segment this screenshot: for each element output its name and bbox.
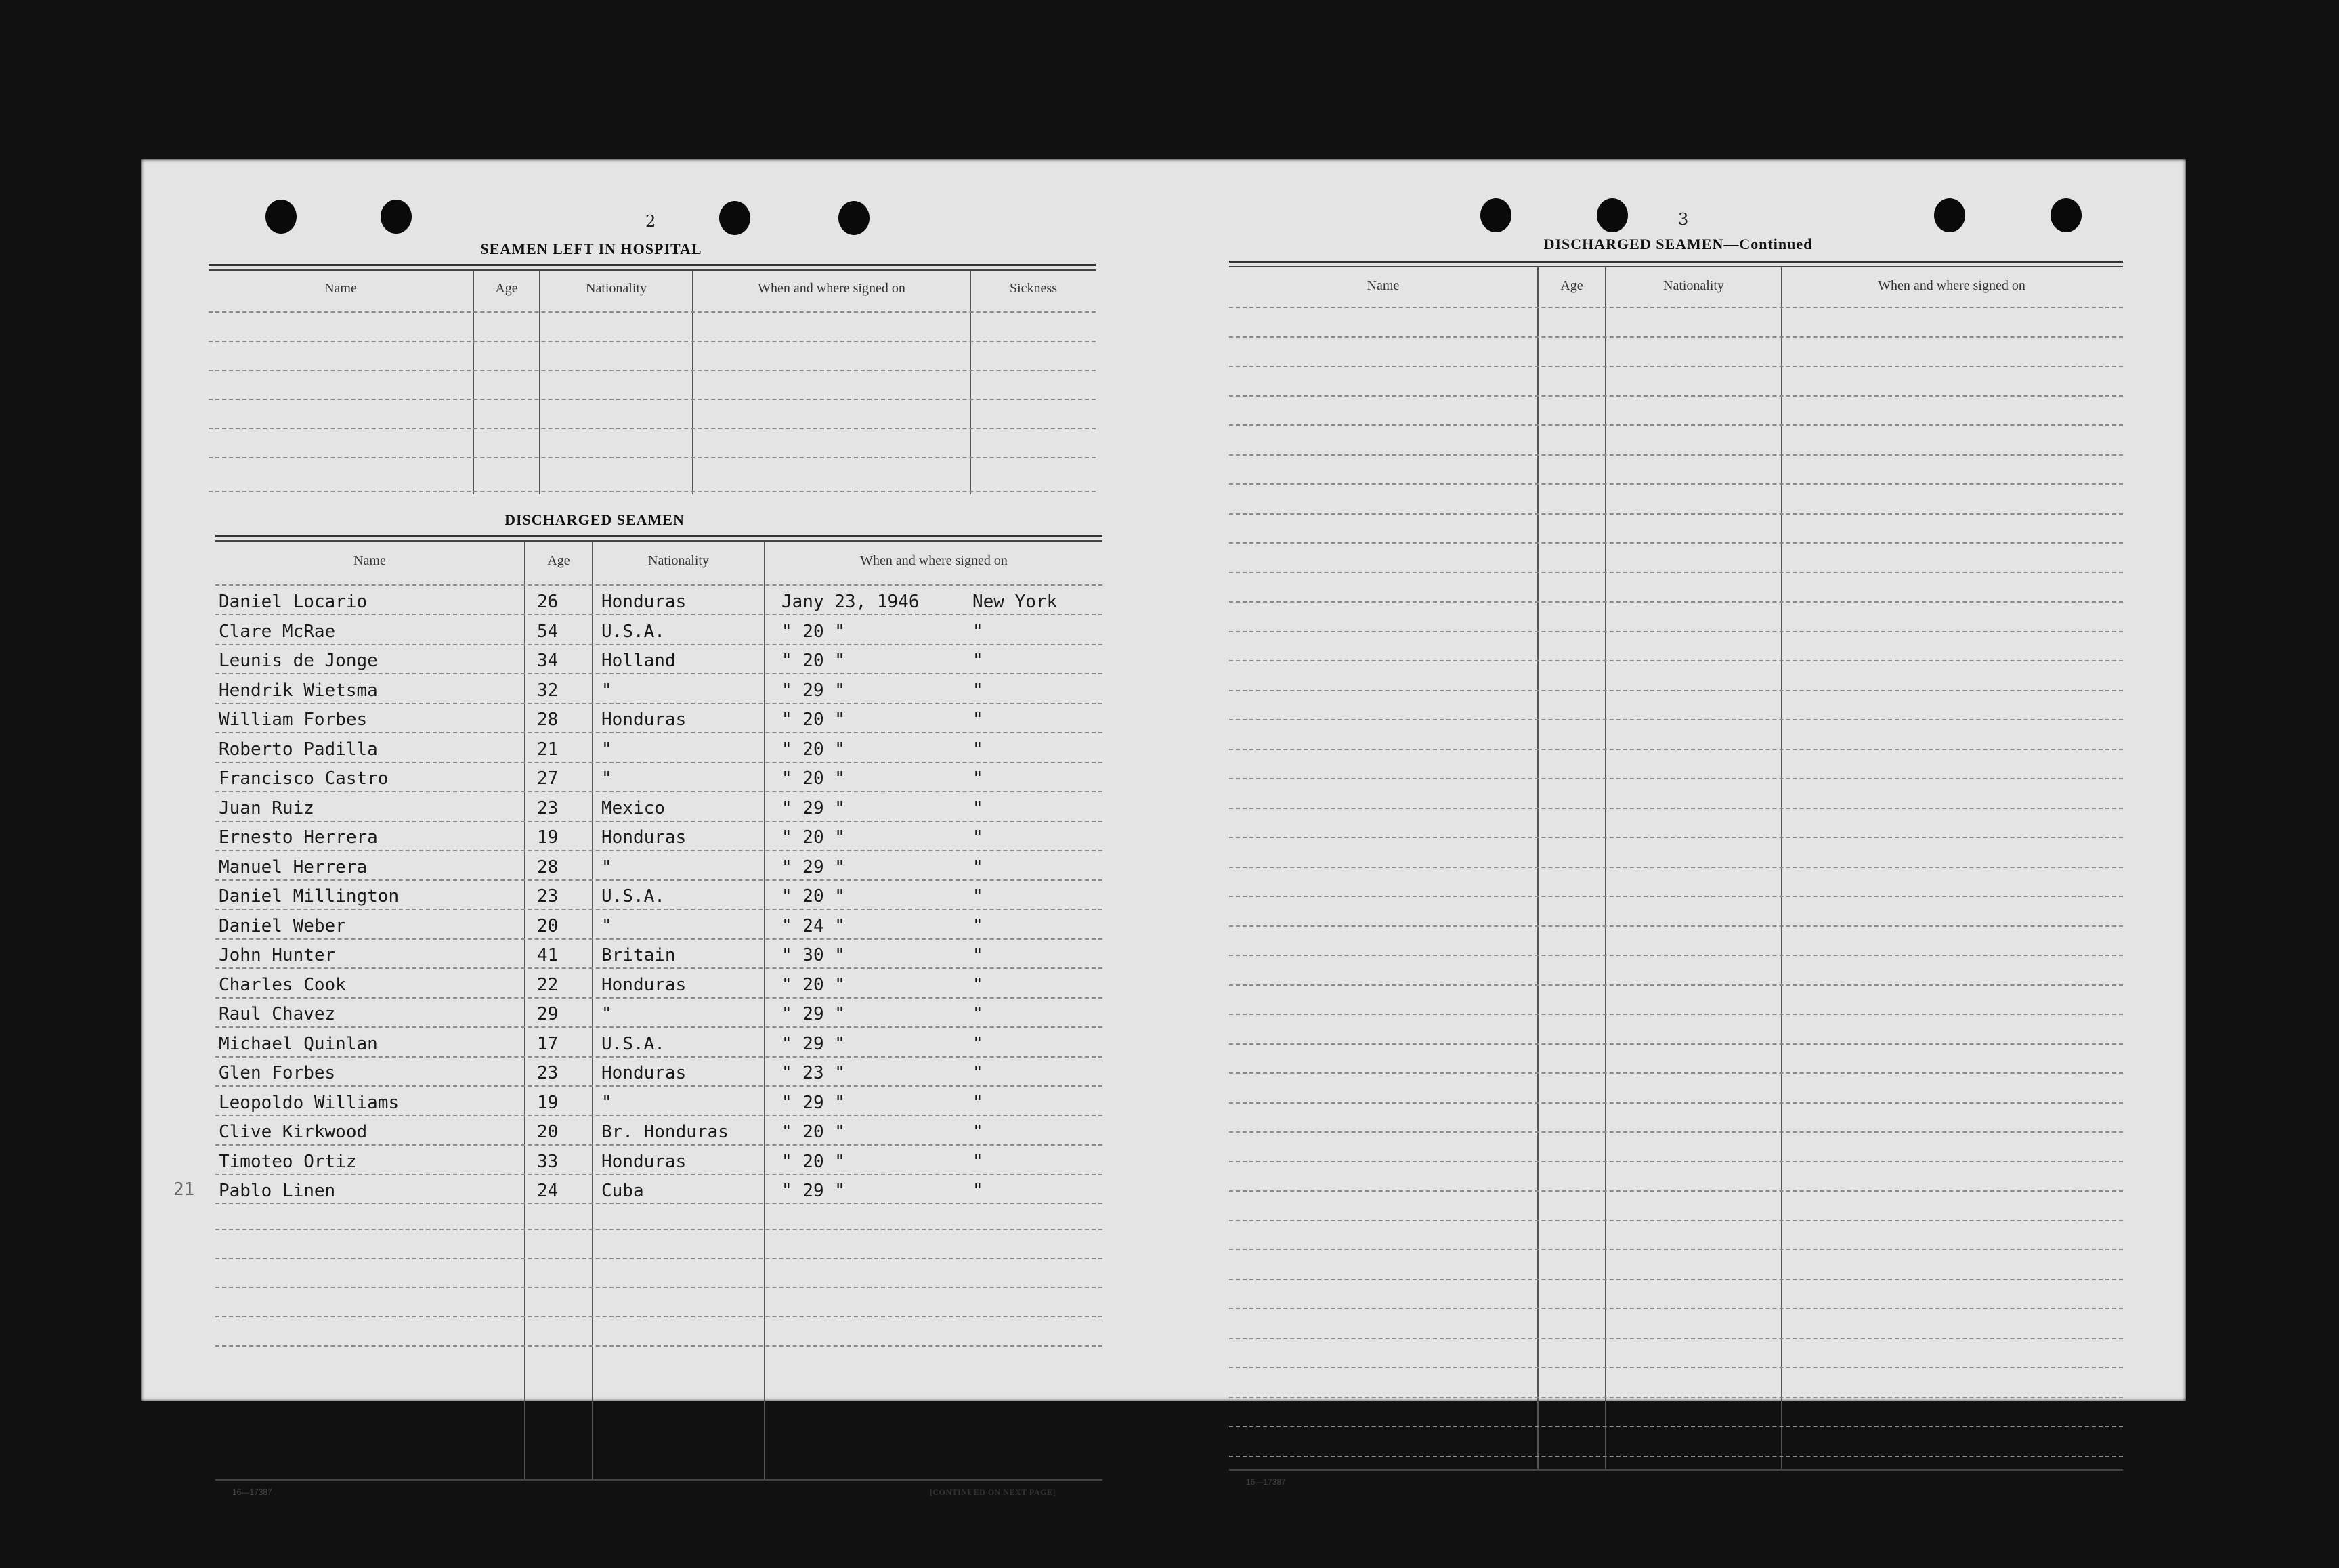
punch-hole [1480,198,1511,232]
row-line [209,341,1096,342]
discharged-col-signed-on: When and where signed on [860,553,1008,568]
row-line [1229,719,2123,720]
seaman-nationality: Honduras [601,1063,687,1083]
row-line [215,644,1102,645]
row-line [215,1056,1102,1058]
seaman-nationality: " [601,680,612,701]
punch-hole [2051,198,2082,232]
punch-hole [1597,198,1628,232]
seaman-name: Charles Cook [219,974,346,995]
seaman-age: 23 [537,798,559,819]
seaman-signed-date: " 20 " [781,1151,845,1172]
seaman-signed-date: " 30 " [781,945,845,965]
seaman-signed-place: " [972,974,983,995]
seaman-age: 24 [537,1181,559,1201]
seaman-nationality: " [601,739,612,760]
punch-hole [1934,198,1965,232]
seaman-signed-place: " [972,1122,983,1142]
seaman-age: 41 [537,945,559,965]
row-line [1229,660,2123,661]
column-divider [539,271,540,494]
seaman-signed-date: " 29 " [781,798,845,819]
row-line [1229,749,2123,750]
column-divider [970,271,971,494]
seaman-signed-date: " 29 " [781,1033,845,1054]
seaman-name: Michael Quinlan [219,1033,378,1054]
seaman-age: 23 [537,886,559,907]
seaman-nationality: Cuba [601,1181,644,1201]
seaman-name: John Hunter [219,945,336,965]
divider [215,540,1102,542]
form-number: 16—17387 [1246,1477,1286,1487]
row-line [215,1203,1102,1204]
row-line [1229,336,2123,338]
continued-note: [CONTINUED ON NEXT PAGE] [930,1487,1056,1497]
seaman-age: 23 [537,1063,559,1083]
row-line [209,370,1096,371]
seaman-signed-place: " [972,886,983,907]
right-col-nationality: Nationality [1663,278,1724,293]
seaman-name: Hendrik Wietsma [219,680,378,701]
row-line [1229,1190,2123,1192]
punch-hole [381,200,412,234]
divider [1229,1469,2123,1471]
row-line [1229,631,2123,632]
seaman-signed-date: " 24 " [781,915,845,936]
row-line [1229,1426,2123,1427]
row-line [1229,572,2123,573]
seaman-nationality: U.S.A. [601,1033,665,1054]
seaman-nationality: Britain [601,945,676,965]
seaman-signed-date: Jany 23, 1946 [781,592,920,612]
seaman-nationality: U.S.A. [601,886,665,907]
column-divider [473,271,474,494]
seaman-name: Raul Chavez [219,1004,336,1024]
seaman-signed-date: " 20 " [781,1122,845,1142]
divider [209,264,1096,266]
seaman-age: 22 [537,974,559,995]
column-divider [764,542,765,1479]
row-line [1229,424,2123,426]
seaman-signed-place: " [972,710,983,730]
seaman-age: 17 [537,1033,559,1054]
seaman-signed-date: " 29 " [781,1181,845,1201]
seaman-name: Clive Kirkwood [219,1122,368,1142]
row-line [1229,837,2123,838]
row-line [215,703,1102,704]
right-page-number: 3 [1678,210,1689,229]
seaman-nationality: Br. Honduras [601,1122,729,1142]
column-divider [1605,267,1606,1469]
seaman-age: 21 [537,739,559,760]
row-line [209,399,1096,400]
seaman-signed-date: " 29 " [781,1092,845,1113]
row-line [1229,1161,2123,1162]
punch-hole [265,200,297,234]
seaman-age: 28 [537,710,559,730]
seaman-name: William Forbes [219,710,368,730]
hospital-section-title: SEAMEN LEFT IN HOSPITAL [480,240,702,257]
row-line [215,614,1102,615]
seaman-signed-date: " 20 " [781,739,845,760]
seaman-signed-date: " 29 " [781,1004,845,1024]
divider [1229,261,2123,263]
hospital-col-age: Age [495,281,518,296]
row-line [1229,1131,2123,1133]
right-col-age: Age [1560,278,1583,293]
row-line [215,584,1102,586]
row-line [1229,896,2123,897]
row-line [215,1258,1102,1259]
row-line [215,732,1102,733]
column-divider [692,271,693,494]
seaman-name: Francisco Castro [219,768,389,789]
seaman-signed-place: " [972,915,983,936]
seaman-name: Roberto Padilla [219,739,378,760]
row-line [1229,1338,2123,1339]
seaman-nationality: Honduras [601,592,687,612]
column-divider [1537,267,1539,1469]
row-line [1229,690,2123,691]
discharged-col-name: Name [353,553,386,568]
row-line [1229,1397,2123,1398]
punch-hole [838,201,870,235]
row-line [209,311,1096,313]
row-line [215,762,1102,763]
seaman-nationality: U.S.A. [601,621,665,642]
row-line [1229,307,2123,308]
row-line [215,938,1102,940]
seaman-nationality: Honduras [601,827,687,848]
seaman-signed-place: " [972,1004,983,1024]
discharged-section-title: DISCHARGED SEAMEN [505,511,685,528]
row-line [215,1287,1102,1288]
seaman-age: 33 [537,1151,559,1172]
discharged-col-nationality: Nationality [648,553,709,568]
row-line [215,1345,1102,1347]
row-line [215,879,1102,881]
seaman-signed-date: " 20 " [781,827,845,848]
seaman-nationality: " [601,768,612,789]
seaman-age: 54 [537,621,559,642]
row-line [215,1316,1102,1317]
seaman-signed-place: " [972,945,983,965]
row-line [1229,1072,2123,1074]
seaman-age: 19 [537,1092,559,1113]
seaman-age: 19 [537,827,559,848]
row-line [1229,1220,2123,1221]
hospital-col-name: Name [324,281,357,296]
seaman-signed-place: " [972,768,983,789]
punch-hole [719,201,750,235]
row-line [1229,1249,2123,1250]
row-line [215,1144,1102,1146]
row-line [1229,366,2123,367]
seaman-signed-place: " [972,1063,983,1083]
seaman-name: Daniel Millington [219,886,400,907]
seaman-age: 27 [537,768,559,789]
row-line [1229,1043,2123,1045]
seaman-age: 20 [537,915,559,936]
seaman-name: Ernesto Herrera [219,827,378,848]
seaman-signed-place: " [972,651,983,671]
row-line [1229,955,2123,956]
seaman-name: Clare McRae [219,621,336,642]
seaman-signed-date: " 20 " [781,710,845,730]
row-line [215,1229,1102,1230]
divider [209,269,1096,271]
seaman-nationality: " [601,856,612,877]
seaman-name: Leopoldo Williams [219,1092,400,1113]
column-divider [592,542,593,1479]
row-line [1229,395,2123,397]
row-line [215,850,1102,851]
seaman-age: 34 [537,651,559,671]
hospital-col-nationality: Nationality [586,281,647,296]
row-line [1229,454,2123,456]
row-line [215,967,1102,969]
seaman-name: Glen Forbes [219,1063,336,1083]
row-line [215,1174,1102,1175]
seaman-nationality: " [601,915,612,936]
row-line [215,1115,1102,1116]
seaman-age: 32 [537,680,559,701]
divider [1229,266,2123,267]
seaman-signed-date: " 20 " [781,886,845,907]
seaman-signed-place: " [972,1092,983,1113]
row-line [1229,1367,2123,1368]
row-line [215,821,1102,822]
row-line [215,997,1102,999]
row-line [215,673,1102,674]
seaman-nationality: " [601,1004,612,1024]
seaman-name: Manuel Herrera [219,856,368,877]
seaman-signed-place: " [972,621,983,642]
seaman-name: Daniel Weber [219,915,346,936]
row-line [1229,513,2123,515]
column-divider [1781,267,1782,1469]
seaman-nationality: Honduras [601,710,687,730]
seaman-signed-place: " [972,1033,983,1054]
row-line [1229,925,2123,927]
seaman-age: 28 [537,856,559,877]
margin-note: 21 [173,1179,195,1200]
row-line [215,791,1102,792]
seaman-signed-place: " [972,680,983,701]
row-line [1229,1456,2123,1457]
seaman-signed-place: New York [972,592,1058,612]
right-col-name: Name [1367,278,1400,293]
row-line [1229,542,2123,544]
row-line [209,457,1096,458]
form-number: 16—17387 [232,1487,272,1497]
seaman-signed-date: " 20 " [781,651,845,671]
seaman-name: Daniel Locario [219,592,368,612]
seaman-signed-date: " 29 " [781,856,845,877]
divider [215,535,1102,537]
row-line [1229,984,2123,986]
seaman-age: 29 [537,1004,559,1024]
discharged-col-age: Age [547,553,570,568]
seaman-signed-place: " [972,827,983,848]
seaman-signed-place: " [972,1151,983,1172]
divider [215,1479,1102,1481]
seaman-signed-date: " 23 " [781,1063,845,1083]
row-line [1229,1014,2123,1015]
seaman-nationality: Honduras [601,974,687,995]
seaman-signed-date: " 20 " [781,768,845,789]
seaman-signed-place: " [972,856,983,877]
column-divider [524,542,525,1479]
left-page-number: 2 [645,212,656,231]
row-line [215,1085,1102,1087]
seaman-signed-date: " 29 " [781,680,845,701]
row-line [1229,867,2123,868]
row-line [215,909,1102,910]
seaman-nationality: Mexico [601,798,665,819]
row-line [1229,808,2123,809]
row-line [1229,1102,2123,1104]
seaman-signed-place: " [972,739,983,760]
seaman-name: Pablo Linen [219,1181,336,1201]
right-col-signed-on: When and where signed on [1878,278,2025,293]
seaman-nationality: " [601,1092,612,1113]
seaman-name: Timoteo Ortiz [219,1151,357,1172]
row-line [209,428,1096,429]
seaman-nationality: Honduras [601,1151,687,1172]
seaman-age: 20 [537,1122,559,1142]
seaman-nationality: Holland [601,651,676,671]
row-line [215,1026,1102,1028]
row-line [1229,778,2123,779]
seaman-signed-date: " 20 " [781,621,845,642]
right-page-title: DISCHARGED SEAMEN—Continued [1543,236,1813,253]
seaman-name: Leunis de Jonge [219,651,378,671]
row-line [1229,483,2123,485]
row-line [1229,1308,2123,1309]
seaman-signed-place: " [972,798,983,819]
row-line [1229,601,2123,603]
row-line [1229,1279,2123,1280]
ledger-sheet [141,159,2186,1497]
hospital-col-signed-on: When and where signed on [758,281,905,296]
seaman-age: 26 [537,592,559,612]
row-line [209,491,1096,492]
seaman-name: Juan Ruiz [219,798,314,819]
hospital-col-sickness: Sickness [1010,281,1057,296]
seaman-signed-place: " [972,1181,983,1201]
seaman-signed-date: " 20 " [781,974,845,995]
